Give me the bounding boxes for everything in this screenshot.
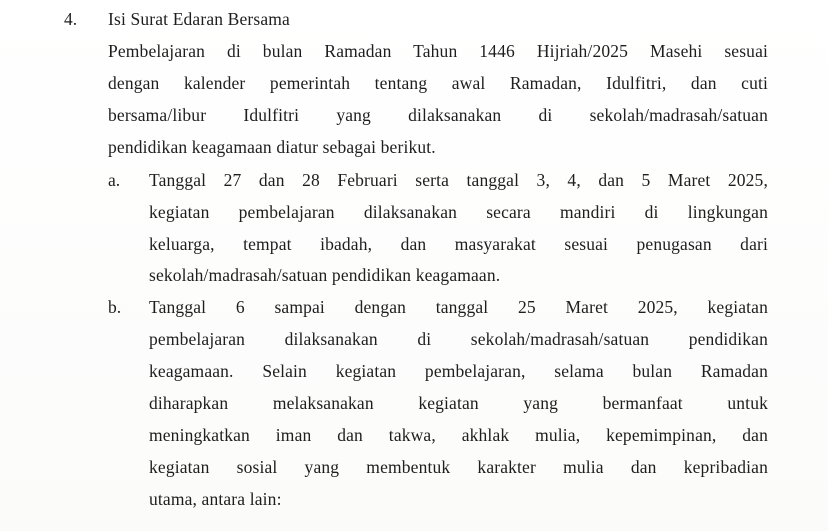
list-item-b-line: utama, antara lain: xyxy=(149,489,282,509)
list-item-marker-b: b. xyxy=(108,297,122,317)
intro-line: Pembelajaran di bulan Ramadan Tahun 1446 Hijriah/2025 Masehi sesuai xyxy=(108,41,768,61)
list-item-a-line: sekolah/madrasah/satuan pendidikan keagamaan. xyxy=(149,265,501,285)
list-item-b-line: pembelajaran dilaksanakan di sekolah/madrasah/satuan pendidikan xyxy=(149,329,768,349)
list-item-b-line: kegiatan sosial yang membentuk karakter mulia dan kepribadian xyxy=(149,457,768,477)
list-item-b-line: Tanggal 6 sampai dengan tanggal 25 Maret 2025, kegiatan xyxy=(149,297,768,317)
intro-line: pendidikan keagamaan diatur sebagai berikut. xyxy=(108,137,436,157)
list-item-a-line: kegiatan pembelajaran dilaksanakan secara mandiri di lingkungan xyxy=(149,202,768,222)
list-item-a-line: Tanggal 27 dan 28 Februari serta tanggal 3, 4, dan 5 Maret 2025, xyxy=(149,170,768,190)
list-item-a-line: keluarga, tempat ibadah, dan masyarakat sesuai penugasan dari xyxy=(149,234,768,254)
list-item-b-line: meningkatkan iman dan takwa, akhlak mulia, kepemimpinan, dan xyxy=(149,425,768,445)
list-item-b-line: diharapkan melaksanakan kegiatan yang bermanfaat untuk xyxy=(149,393,768,413)
intro-line: bersama/libur Idulfitri yang dilaksanakan di sekolah/madrasah/satuan xyxy=(108,105,768,125)
section-number: 4. xyxy=(64,9,78,29)
intro-line: dengan kalender pemerintah tentang awal Ramadan, Idulfitri, dan cuti xyxy=(108,73,768,93)
list-item-b-line: keagamaan. Selain kegiatan pembelajaran, selama bulan Ramadan xyxy=(149,361,768,381)
section-heading: Isi Surat Edaran Bersama xyxy=(108,9,290,29)
list-item-marker-a: a. xyxy=(108,170,121,190)
